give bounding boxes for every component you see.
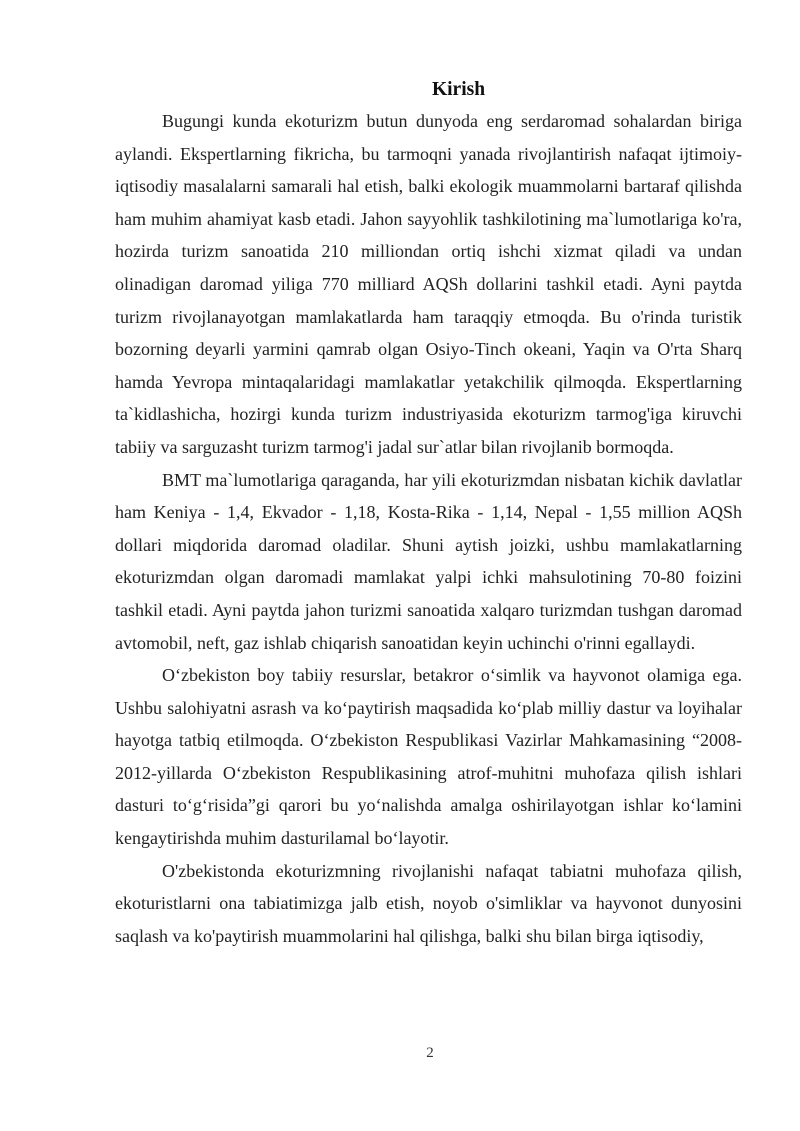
- paragraph-3: O‘zbekiston boy tabiiy resurslar, betakror o‘simlik va hayvonot olamiga ega. Ushbu salohiyatni asrash va ko‘paytirish maqsadida ko‘plab milliy dastur va loyihalar hayotga tatbiq etilmoqda. O‘zbekiston Respublikasi Vazirlar Mahkamasining “2008-2012-yillarda O‘zbekiston Respublikasining atrof-muhitni muhofaza qilish ishlari dasturi to‘g‘risida”gi qarori bu yo‘nalishda amalga oshirilayotgan ishlar ko‘lamini kengaytirishda muhim dasturilamal bo‘layotir.: [115, 665, 742, 849]
- paragraph-1: Bugungi kunda ekoturizm butun dunyoda eng serdaromad sohalardan biriga aylandi. Ekspertlarning fikricha, bu tarmoqni yanada rivojlantirish nafaqat ijtimoiy-iqtisodiy masalalarni samarali hal etish, balki ekologik muammolarni bartaraf qilishda ham muhim ahamiyat kasb etadi. Jahon sayyohlik tashkilotining ma`lumotlariga ko'ra, hozirda turizm sanoatida 210 milliondan ortiq ishchi xizmat qiladi va undan olinadigan daromad yiliga 770 milliard AQSh dollarini tashkil etadi. Ayni paytda turizm rivojlanayotgan mamlakatlarda ham taraqqiy etmoqda. Bu o'rinda turistik bozorning deyarli yarmini qamrab olgan Osiyo-Tinch okeani, Yaqin va O'rta Sharq hamda Yevropa mintaqalaridagi mamlakatlar yetakchilik qilmoqda. Ekspertlarning ta`kidlashicha, hozirgi kunda turizm industriyasida ekoturizm tarmog'iga kiruvchi tabiiy va sarguzasht turizm tarmog'i jadal sur`atlar bilan rivojlanib bormoqda.: [115, 111, 742, 457]
- paragraph-2: BMT ma`lumotlariga qaraganda, har yili ekoturizmdan nisbatan kichik davlatlar ham Keniya - 1,4, Ekvador - 1,18, Kosta-Rika - 1,14, Nepal - 1,55 million AQSh dollari miqdorida daromad oladilar. Shuni aytish joizki, ushbu mamlakatlarning ekoturizmdan olgan daromadi mamlakat yalpi ichki mahsulotining 70-80 foizini tashkil etadi. Ayni paytda jahon turizmi sanoatida xalqaro turizmdan tushgan daromad avtomobil, neft, gaz ishlab chiqarish sanoatidan keyin uchinchi o'rinni egallaydi.: [115, 469, 742, 653]
- page-number: 2: [426, 1045, 434, 1061]
- paragraph-4: O'zbekistonda ekoturizmning rivojlanishi nafaqat tabiatni muhofaza qilish, ekoturistlarni ona tabiatimizga jalb etish, noyob o'simliklar va hayvonot dunyosini saqlash va ko'paytirish muammolarini hal qilishga, balki shu bilan birga iqtisodiy,: [115, 860, 742, 946]
- page-title: Kirish: [431, 79, 486, 100]
- page-content: [115, 75, 742, 952]
